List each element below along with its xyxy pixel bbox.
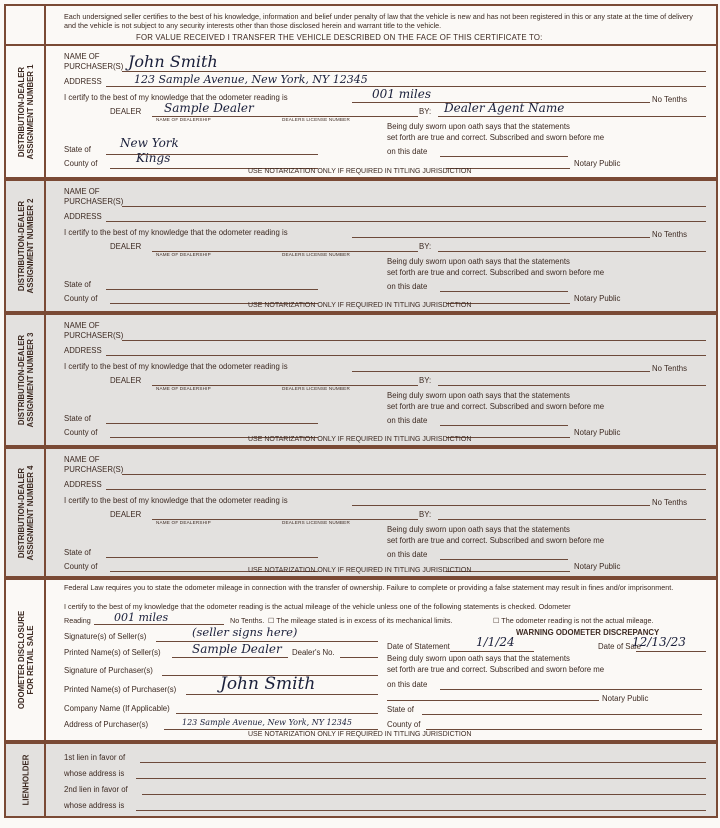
warning-discrepancy: WARNING ODOMETER DISCREPANCY [516,628,660,637]
purchasers-label: PURCHASER(S) [64,62,124,71]
first-lien-label: 1st lien in favor of [64,753,126,762]
first-lien-address-label: whose address is [64,769,125,778]
by-label: BY: [419,376,432,385]
address-purchaser-value[interactable]: 123 Sample Avenue, New York, NY 12345 [182,718,352,727]
name-of-label: NAME OF [64,52,100,61]
printed-purchaser-line [186,694,378,695]
address-label: ADDRESS [64,480,102,489]
county-of-label: County of [64,159,98,168]
name-of-label: NAME OF [64,455,100,464]
lienholder-side-label: LIENHOLDER [6,744,46,816]
first-lien-line[interactable] [140,762,706,763]
by-line [438,251,706,252]
printed-seller-value[interactable]: Sample Dealer [192,642,282,656]
by-label: BY: [419,107,432,116]
notarization-note: USE NOTARIZATION ONLY IF REQUIRED IN TITLING JURISDICTION [248,436,472,443]
assignment-side-label-2: DISTRIBUTION-DEALER ASSIGNMENT NUMBER 2 [6,181,46,311]
purchaser-name-line [122,474,706,475]
assignment-section-4 [4,447,718,578]
address-purchaser-line [164,729,378,730]
date-sale-line [636,651,706,652]
signature-seller-label: Signature(s) of Seller(s) [64,632,147,641]
state-value[interactable]: New York [120,136,179,150]
by-name-value[interactable]: Dealer Agent Name [444,101,565,115]
notary-public-label: Notary Public [574,562,621,571]
date-statement-line [450,651,534,652]
dealer-label: DEALER [110,510,142,519]
no-tenths-label: No Tenths [652,364,687,373]
address-purchaser-label: Address of Purchaser(s) [64,720,149,729]
sworn-text-3: on this date [387,416,428,425]
sworn-text-1: Being duly sworn upon oath says that the statements [387,391,570,400]
dealers-no-line [340,657,378,658]
certification-header [4,4,718,44]
signature-seller-value[interactable]: (seller signs here) [192,625,298,639]
signature-purchaser-label: Signature of Purchaser(s) [64,666,153,675]
dealers-license-caption: DEALERS LICENSE NUMBER [282,117,350,122]
sworn-text-2: set forth are true and correct. Subscribed and sworn before me [387,133,605,142]
dealers-license-caption: DEALERS LICENSE NUMBER [282,520,350,525]
purchasers-label: PURCHASER(S) [64,465,124,474]
odometer-disclosure-section [4,578,718,742]
name-of-label: NAME OF [64,187,100,196]
state-of-line [106,557,318,558]
odometer-line [352,371,650,372]
odometer-line [352,237,650,238]
odometer-cert-label: I certify to the best of my knowledge that the odometer reading is [64,496,288,505]
assignment-section-3 [4,313,718,447]
dealer-label: DEALER [110,107,142,116]
lienholder-section [4,742,718,818]
first-lien-address-line[interactable] [136,778,706,779]
by-line [438,385,706,386]
assignment-section-1 [4,44,718,179]
sworn-text-3: on this date [387,550,428,559]
no-tenths-label: No Tenths [652,95,687,104]
reading-label: Reading [64,616,91,625]
notarization-note: USE NOTARIZATION ONLY IF REQUIRED IN TITLING JURISDICTION [248,567,472,574]
assignment-side-label-3: DISTRIBUTION-DEALER ASSIGNMENT NUMBER 3 [6,315,46,445]
address-value[interactable]: 123 Sample Avenue, New York, NY 12345 [134,73,368,86]
sworn-date-line [440,689,702,690]
county-value[interactable]: Kings [136,151,171,165]
purchaser-name-line [122,206,706,207]
second-lien-line[interactable] [142,794,706,795]
dealer-label: DEALER [110,242,142,251]
assignment-side-label-1: DISTRIBUTION-DEALER ASSIGNMENT NUMBER 1 [6,46,46,177]
dealers-no-label: Dealer's No. [292,648,335,657]
printed-seller-label: Printed Name(s) of Seller(s) [64,648,161,657]
assignment-side-label-4: DISTRIBUTION-DEALER ASSIGNMENT NUMBER 4 [6,449,46,576]
reading-value[interactable]: 001 miles [114,611,169,624]
dealer-name-value[interactable]: Sample Dealer [164,101,254,115]
purchasers-label: PURCHASER(S) [64,197,124,206]
second-lien-label: 2nd lien in favor of [64,785,128,794]
no-tenths-label: No Tenths. [230,616,265,625]
address-label: ADDRESS [64,212,102,221]
date-statement-value[interactable]: 1/1/24 [476,635,515,649]
dealer-label: DEALER [110,376,142,385]
state-of-label: State of [387,705,414,714]
sworn-text-3: on this date [387,680,428,689]
odometer-cert-label: I certify to the best of my knowledge that the odometer reading is [64,228,288,237]
odometer-cert-label: I certify to the best of my knowledge that the odometer reading is [64,362,288,371]
odometer-certify-text: I certify to the best of my knowledge that the odometer reading is the actual mileage of the vehicle unless one of the following statements is checked. Odometer [64,602,571,611]
purchaser-name-value[interactable]: John Smith [128,52,218,71]
notarization-note: USE NOTARIZATION ONLY IF REQUIRED IN TITLING JURISDICTION [248,168,472,175]
date-statement-label: Date of Statement [387,642,450,651]
sworn-text-1: Being duly sworn upon oath says that the statements [387,257,570,266]
sworn-text-1: Being duly sworn upon oath says that the statements [387,122,570,131]
name-of-dealership-caption: NAME OF DEALERSHIP [156,252,211,257]
notary-public-label: Notary Public [602,694,649,703]
sworn-text-3: on this date [387,282,428,291]
dealers-license-caption: DEALERS LICENSE NUMBER [282,386,350,391]
county-of-label: County of [64,428,98,437]
state-of-line [422,714,702,715]
by-line [438,116,706,117]
notary-public-label: Notary Public [574,428,621,437]
sworn-date-line [440,156,568,157]
state-of-label: State of [64,548,91,557]
name-of-dealership-caption: NAME OF DEALERSHIP [156,520,211,525]
federal-law-text: Federal Law requires you to state the odometer mileage in connection with the transfer of ownership. Failure to complete or providing a false statement may result in fines and/or imprisonment. [64,583,674,592]
address-label: ADDRESS [64,346,102,355]
sworn-text-1: Being duly sworn upon oath says that the statements [387,654,570,663]
excess-mileage-checkbox[interactable]: ☐ The mileage stated is in excess of its mechanical limits. [268,616,453,625]
printed-seller-line [172,657,288,658]
notary-signature-line [387,700,599,701]
second-lien-address-line[interactable] [136,810,706,811]
sworn-text-2: set forth are true and correct. Subscribed and sworn before me [387,536,605,545]
notarization-note: USE NOTARIZATION ONLY IF REQUIRED IN TITLING JURISDICTION [248,731,472,738]
address-line [106,489,706,490]
no-tenths-label: No Tenths [652,230,687,239]
odometer-line [352,505,650,506]
notarization-note: USE NOTARIZATION ONLY IF REQUIRED IN TITLING JURISDICTION [248,302,472,309]
state-of-label: State of [64,145,91,154]
purchasers-label: PURCHASER(S) [64,331,124,340]
company-name-label: Company Name (If Applicable) [64,704,170,713]
sworn-date-line [440,425,568,426]
address-label: ADDRESS [64,77,102,86]
printed-purchaser-label: Printed Name(s) of Purchaser(s) [64,685,177,694]
certification-text: Each undersigned seller certifies to the best of his knowledge, information and belief under penalty of law that the vehicle is new and has not been registered in this or any state at the time of delivery and the vehicle is not subject to any security interests other than those disclosed herein and warrant title to the vehicle. [64,12,693,30]
second-lien-address-label: whose address is [64,801,125,810]
sworn-date-line [440,559,568,560]
sworn-text-3: on this date [387,147,428,156]
not-actual-mileage-checkbox[interactable]: ☐ The odometer reading is not the actual mileage. [493,616,654,625]
sworn-date-line [440,291,568,292]
purchaser-name-line [122,71,706,72]
name-of-dealership-caption: NAME OF DEALERSHIP [156,117,211,122]
address-line [106,355,706,356]
county-of-label: County of [387,720,421,729]
county-of-label: County of [64,294,98,303]
name-of-label: NAME OF [64,321,100,330]
county-of-line [426,729,702,730]
date-sale-label: Date of Sale [598,642,641,651]
odometer-cert-label: I certify to the best of my knowledge that the odometer reading is [64,93,288,102]
state-of-line [106,423,318,424]
sworn-text-2: set forth are true and correct. Subscribed and sworn before me [387,268,605,277]
sworn-text-1: Being duly sworn upon oath says that the statements [387,525,570,534]
company-name-line [176,713,378,714]
county-of-label: County of [64,562,98,571]
printed-purchaser-value[interactable]: John Smith [220,674,316,694]
state-of-label: State of [64,280,91,289]
sworn-text-2: set forth are true and correct. Subscribed and sworn before me [387,665,605,674]
notary-public-label: Notary Public [574,294,621,303]
state-of-line [106,289,318,290]
date-sale-value[interactable]: 12/13/23 [632,635,686,649]
by-line [438,519,706,520]
sworn-text-2: set forth are true and correct. Subscribed and sworn before me [387,402,605,411]
transfer-statement: FOR VALUE RECEIVED I TRANSFER THE VEHICLE DESCRIBED ON THE FACE OF THIS CERTIFICATE TO: [136,33,543,42]
state-of-label: State of [64,414,91,423]
odometer-value[interactable]: 001 miles [372,87,432,101]
by-label: BY: [419,242,432,251]
by-label: BY: [419,510,432,519]
no-tenths-label: No Tenths [652,498,687,507]
name-of-dealership-caption: NAME OF DEALERSHIP [156,386,211,391]
address-line [106,221,706,222]
purchaser-name-line [122,340,706,341]
assignment-section-2 [4,179,718,313]
odometer-disclosure-side-label: ODOMETER DISCLOSURE FOR RETAIL SALE [6,580,46,740]
notary-public-label: Notary Public [574,159,621,168]
dealers-license-caption: DEALERS LICENSE NUMBER [282,252,350,257]
header-side-cell [6,6,46,44]
